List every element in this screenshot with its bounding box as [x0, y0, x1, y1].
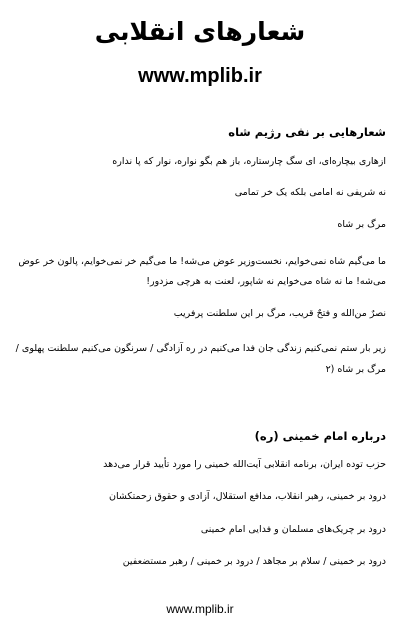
- section-heading: درباره امام خمینی (ره): [254, 429, 386, 443]
- slogan-line: ما می‌گیم شاه نمی‌خوایم، نخست‌وزیر عوض می‌شه! ما می‌گیم خر نمی‌خوایم، پالون خر عوض می‌شه! ما نه شاه می‌خوایم نه شاپور، لعنت به هرچی مزدور!: [18, 256, 386, 287]
- slogan-line: مرگ بر شاه: [337, 219, 386, 230]
- slogan-line: ازهاری بیچاره‌ای، ای سگ چارستاره، باز هم بگو نواره، نوار که پا نداره: [112, 156, 386, 167]
- slogan-line: درود بر چریک‌های مسلمان و فدایی امام خمینی: [200, 524, 386, 535]
- slogan-line: نه شریفی نه امامی بلکه یک خر تمامی: [234, 187, 386, 198]
- slogan-line: نصرٌ من‌الله و فتحٌ قریب، مرگ بر این سلطنت پرفریب: [173, 308, 386, 319]
- section-heading: شعارهایی بر نفی رژیم شاه: [228, 125, 386, 139]
- website-url-bottom: www.mplib.ir: [166, 602, 234, 616]
- page-title: شعارهای انقلابی: [94, 17, 306, 46]
- slogan-line: حزب توده ایران، برنامه انقلابی آیت‌الله خمینی را مورد تأیید قرار می‌دهد: [103, 459, 386, 470]
- slogan-line: زیر بار ستم نمی‌کنیم زندگی جان فدا می‌کنیم در ره آزادگی / سرنگون می‌کنیم سلطنت پهلوی / مرگ بر شاه (۲: [15, 343, 386, 375]
- section-imam-khomeini: [14, 428, 386, 588]
- slogan-line: درود بر خمینی، رهبر انقلاب، مدافع استقلال، آزادی و حقوق زحمتکشان: [109, 491, 386, 502]
- section-shah-slogans: [14, 124, 386, 374]
- website-url-top: www.mplib.ir: [138, 65, 262, 87]
- slogan-line: درود بر خمینی / سلام بر مجاهد / درود بر خمینی / رهبر مستضعفین: [122, 556, 386, 567]
